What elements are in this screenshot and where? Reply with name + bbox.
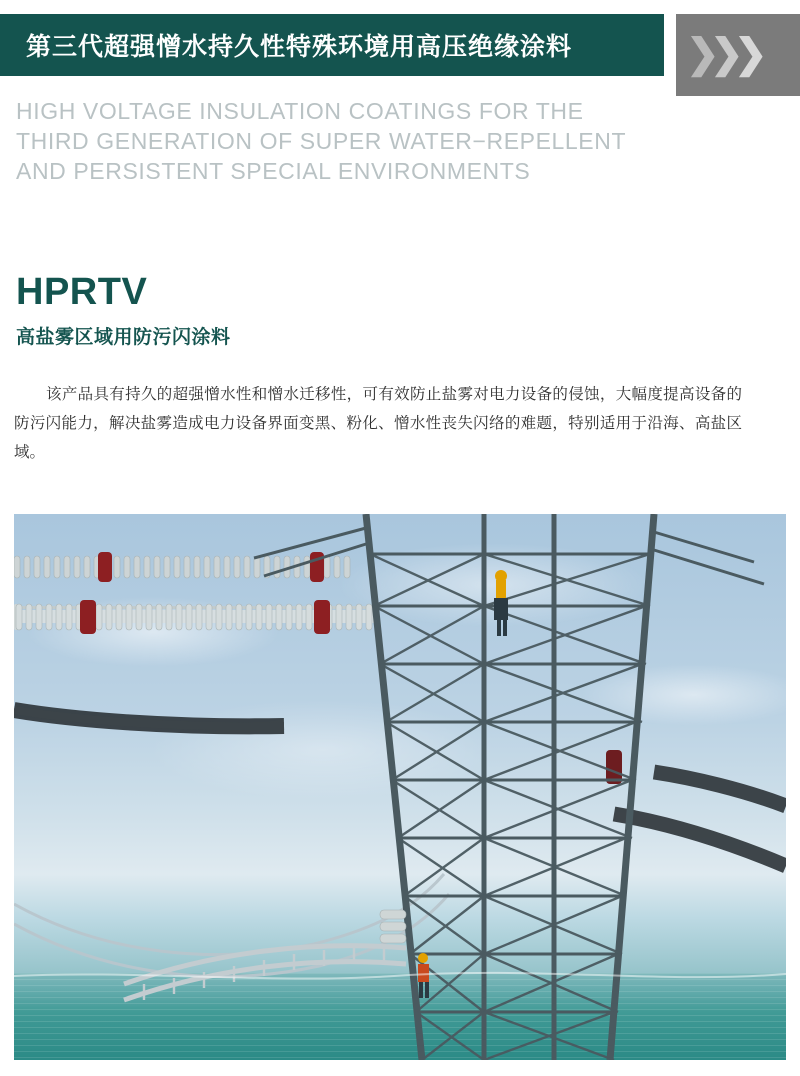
insulator-string-lower-left [14,710,284,726]
page-title: 第三代超强憎水持久性特殊环境用高压绝缘涂料 [26,33,573,61]
english-subtitle-line-3: AND PERSISTENT SPECIAL ENVIRONMENTS [16,158,531,184]
transmission-tower-over-sea-photo [14,514,786,1060]
english-subtitle-line-1: HIGH VOLTAGE INSULATION COATINGS FOR THE [16,98,584,124]
product-name: HPRTV [16,271,148,313]
header-banner [0,14,800,82]
product-description: 该产品具有持久的超强憎水性和憎水迁移性，可有效防止盐雾对电力设备的侵蚀，大幅度提高设备的防污闪能力，解决盐雾造成电力设备界面变黑、粉化、憎水性丧失闪络的难题，特别适用于沿海、高盐区域。 [14,386,742,461]
bell-insulator-group [380,910,406,943]
english-subtitle [16,96,716,186]
tower-illustration [14,514,786,1060]
chevron-right-icon: ❯ [686,32,720,76]
chevron-right-icon: ❯ [734,32,768,76]
insulator-string-upper-left [14,600,374,634]
catwalk-rail [124,946,406,1000]
worker-upper [494,570,508,636]
product-subtitle: 高盐雾区域用防污闪涂料 [16,327,231,348]
surf-line [14,973,786,979]
insulator-string-mid-left [14,552,350,582]
english-subtitle-line-2: THIRD GENERATION OF SUPER WATER−REPELLENT [16,128,627,154]
chevron-decoration-block [676,14,800,96]
worker-lower [418,953,429,998]
header-title-bar [0,14,664,76]
chevron-right-icon: ❯ [710,32,744,76]
